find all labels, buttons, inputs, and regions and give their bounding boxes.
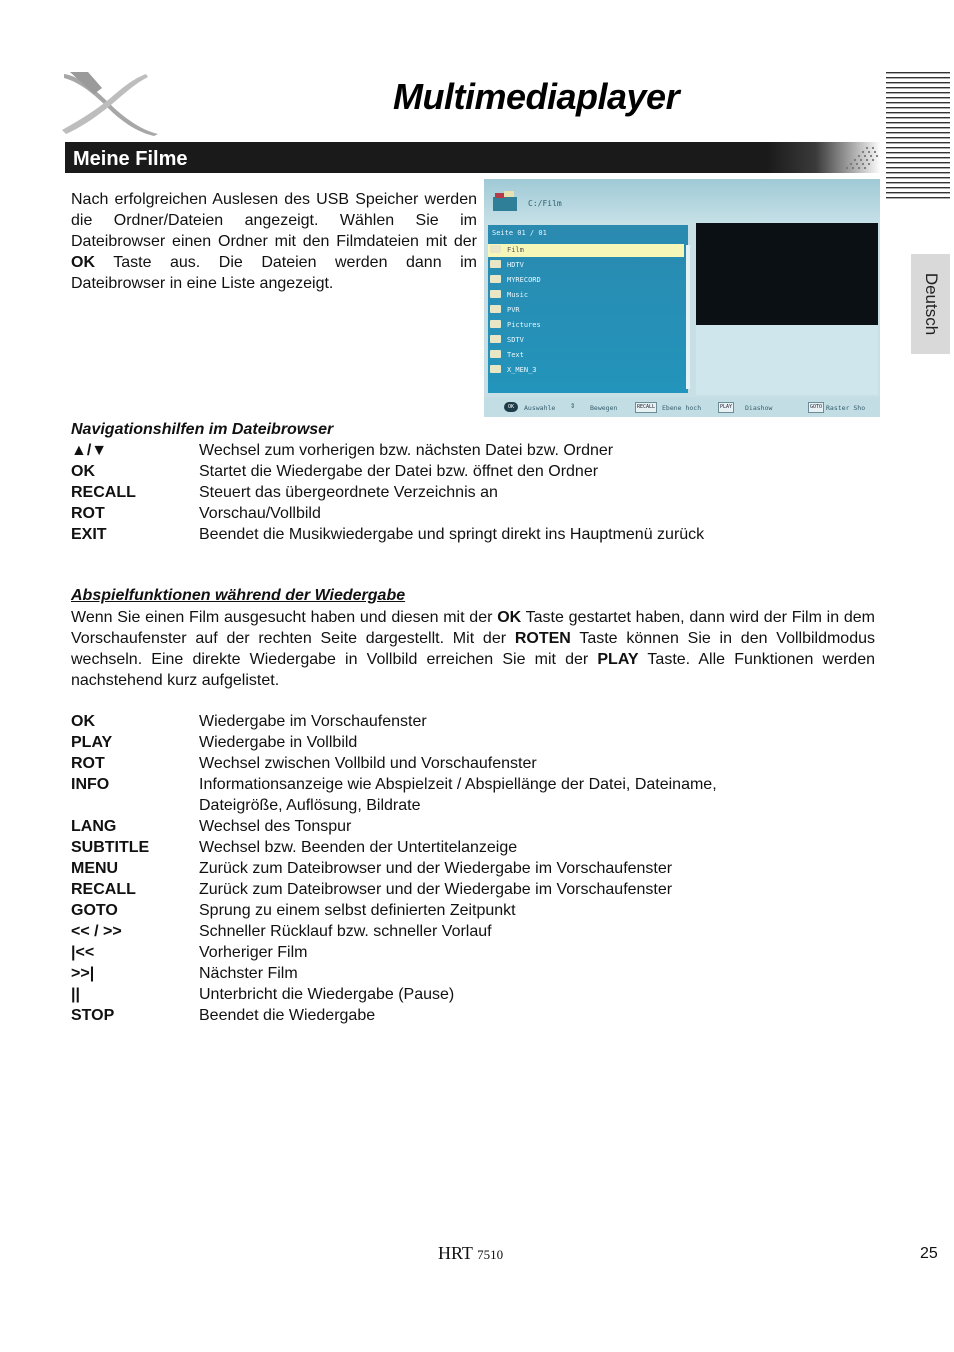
key-description: Schneller Rücklauf bzw. schneller Vorlauf <box>199 923 492 940</box>
playback-ok-key: OK <box>497 609 522 626</box>
info-panel <box>696 325 878 395</box>
key-description: Dateigröße, Auflösung, Bildrate <box>199 797 421 814</box>
key-description: Wechsel des Tonspur <box>199 818 352 835</box>
folder-icon <box>490 260 501 268</box>
brand-logo <box>60 70 160 136</box>
key-description: Vorheriger Film <box>199 944 308 961</box>
key-description: Vorschau/Vollbild <box>199 505 321 522</box>
folder-icon <box>490 320 501 328</box>
language-tab <box>911 254 950 354</box>
intro-ok-key: OK <box>71 254 95 271</box>
key-name: |<< <box>71 944 95 961</box>
model-number: 7510 <box>477 1247 504 1262</box>
key-description: Sprung zu einem selbst definierten Zeitpunkt <box>199 902 516 919</box>
file-list-item[interactable] <box>488 244 684 257</box>
footer-goto-label: Raster Sho <box>826 404 866 412</box>
move-arrows-icon: ⇕ <box>570 401 576 411</box>
key-description: Startet die Wiedergabe der Datei bzw. öffnet den Ordner <box>199 463 599 480</box>
decorative-stripes <box>886 72 950 200</box>
key-name: ROT <box>71 755 105 772</box>
file-list-item[interactable] <box>488 334 684 347</box>
key-description: Nächster Film <box>199 965 298 982</box>
recall-key-icon: RECALL <box>635 402 657 413</box>
key-name: ▲/▼ <box>71 442 108 459</box>
footer-move-label: Bewegen <box>590 404 618 412</box>
key-name: STOP <box>71 1007 115 1024</box>
section-title: Meine Filme <box>73 148 188 170</box>
playback-paragraph <box>71 607 875 691</box>
key-name: ROT <box>71 505 105 522</box>
key-name: PLAY <box>71 734 113 751</box>
footer-recall-label: Ebene hoch <box>662 404 702 412</box>
key-description: Wechsel zwischen Vollbild und Vorschaufenster <box>199 755 537 772</box>
file-list-item[interactable] <box>488 364 684 377</box>
key-name: RECALL <box>71 484 136 501</box>
playback-text-3: Taste können Sie in den Vollbildmodus wechseln. Eine direkte Wiedergabe in Vollbild erreichen Sie mit der <box>71 630 876 668</box>
file-list-scrollbar[interactable] <box>686 245 690 389</box>
key-name: GOTO <box>71 902 118 919</box>
language-tab-label: Deutsch <box>921 272 941 336</box>
preview-window <box>696 223 878 325</box>
file-list-item-label: SDTV <box>507 336 524 344</box>
folder-icon <box>492 189 518 213</box>
key-name: << / >> <box>71 923 122 940</box>
playback-play-key: PLAY <box>597 651 639 668</box>
folder-icon <box>490 245 501 253</box>
folder-icon <box>490 335 501 343</box>
key-description: Zurück zum Dateibrowser und der Wiedergabe im Vorschaufenster <box>199 860 673 877</box>
key-name: OK <box>71 463 95 480</box>
key-description: Beendet die Musikwiedergabe und springt direkt ins Hauptmenü zurück <box>199 526 705 543</box>
playback-text-4: Taste. Alle Funktionen werden nachstehend kurz aufgelistet. <box>71 651 875 689</box>
ok-key-icon: OK <box>504 402 518 412</box>
file-list-item-label: X_MEN_3 <box>507 366 537 374</box>
folder-icon <box>490 275 501 283</box>
key-description: Wiedergabe im Vorschaufenster <box>199 713 427 730</box>
file-browser-screenshot <box>484 179 880 417</box>
key-description: Wechsel bzw. Beenden der Untertitelanzeige <box>199 839 518 856</box>
playback-red-key: ROTEN <box>514 630 571 647</box>
key-description: Steuert das übergeordnete Verzeichnis an <box>199 484 498 501</box>
section-header <box>65 142 881 173</box>
playback-text-1: Wenn Sie einen Film ausgesucht haben und diesen mit der <box>71 609 498 626</box>
key-description: Zurück zum Dateibrowser und der Wiedergabe im Vorschaufenster <box>199 881 673 898</box>
key-name: MENU <box>71 860 119 877</box>
intro-paragraph <box>71 189 477 294</box>
page-number: 25 <box>920 1245 938 1262</box>
folder-icon <box>490 290 501 298</box>
key-name: INFO <box>71 776 110 793</box>
footer-play-label: Diashow <box>745 404 773 412</box>
dot-pattern-icon <box>841 142 881 173</box>
key-name: OK <box>71 713 95 730</box>
browser-page-info: Seite 01 / 01 <box>492 229 547 237</box>
key-name: >>| <box>71 965 95 982</box>
file-list-item[interactable] <box>488 319 684 332</box>
folder-icon <box>490 350 501 358</box>
key-description: Wiedergabe in Vollbild <box>199 734 358 751</box>
folder-icon <box>490 305 501 313</box>
browser-footer <box>484 397 880 417</box>
key-description: Wechsel zum vorherigen bzw. nächsten Datei bzw. Ordner <box>199 442 614 459</box>
file-list-item[interactable] <box>488 289 684 302</box>
page-title: Multimediaplayer <box>393 76 680 117</box>
play-key-icon: PLAY <box>718 402 734 413</box>
key-name: SUBTITLE <box>71 839 150 856</box>
intro-text-2: Taste aus. Die Dateien werden dann im Dateibrowser in eine Liste angezeigt. <box>71 254 477 292</box>
intro-text-1: Nach erfolgreichen Auslesen des USB Speicher werden die Ordner/Dateien angezeigt. Wählen Sie im Dateibrowser einen Ordner mit den Filmdateien mit der <box>71 191 477 250</box>
folder-icon <box>490 365 501 373</box>
key-name: RECALL <box>71 881 136 898</box>
file-list-item[interactable] <box>488 349 684 362</box>
file-list-item-label: HDTV <box>507 261 524 269</box>
model-brand: HRT <box>438 1243 473 1263</box>
key-name: EXIT <box>71 526 107 543</box>
file-list-item[interactable] <box>488 304 684 317</box>
file-list-item-label: PVR <box>507 306 520 314</box>
file-list-item-label: Film <box>507 246 524 254</box>
goto-key-icon: GOTO <box>808 402 824 413</box>
file-list-item-label: Text <box>507 351 524 359</box>
file-list-item[interactable] <box>488 259 684 272</box>
footer-ok-label: Auswahle <box>524 404 556 412</box>
key-description: Beendet die Wiedergabe <box>199 1007 376 1024</box>
file-list-item[interactable] <box>488 274 684 287</box>
playback-text-2: Taste gestartet haben, dann wird der Film in dem Vorschaufenster auf der rechten Seite dargestellt. Mit der <box>71 609 875 647</box>
file-list-item-label: Pictures <box>507 321 541 329</box>
file-list-item-label: MYRECORD <box>507 276 541 284</box>
playback-heading: Abspielfunktionen während der Wiedergabe <box>71 587 406 604</box>
file-list-item-label: Music <box>507 291 529 299</box>
key-description: Informationsanzeige wie Abspielzeit / Abspiellänge der Datei, Dateiname, <box>199 776 717 793</box>
key-description: Unterbricht die Wiedergabe (Pause) <box>199 986 455 1003</box>
model-name <box>438 1243 503 1264</box>
key-name: || <box>71 986 80 1003</box>
browser-path: C:/Film <box>528 199 562 208</box>
key-name: LANG <box>71 818 117 835</box>
nav-help-heading: Navigationshilfen im Dateibrowser <box>71 421 334 438</box>
